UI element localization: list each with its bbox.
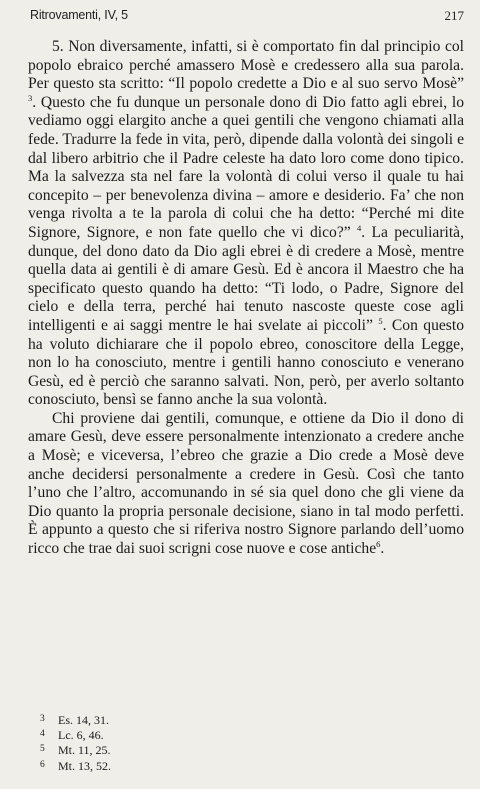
footnote-number: 5: [40, 744, 45, 755]
footnote-number: 3: [40, 714, 45, 724]
text-run: Chi proviene dai gentili, comunque, e ottiene da Dio il dono di amare Gesù, deve essere personalmente intenzionato a credere anche a Mosè; e viceversa, l’ebreo che grazie a Dio crede a Mosè deve anche decidersi personalmente a credere in Gesù. Così che tanto l’uno che l’altro, accomunando in sé sia quel dono che gli viene da Dio quanto la propria personale decisione, siano in tal modo perfetti. È appunto a questo che si riferiva nostro Signore parlando dell’uomo ricco che trae dai suoi scrigni cose nuove e cose antiche: [28, 409, 464, 558]
footnote-ref-5: 5: [378, 315, 383, 326]
footnote-ref-6: 6: [376, 538, 381, 549]
text-run: . Questo che fu dunque un personale dono di Dio fatto agli ebrei, lo vediamo oggi elargito anche a quei gentili che vengono chiamati alla fede. Tradurre la fede in vita, però, dipende dalla volontà dei singoli e dal libero arbitrio che il Padre celeste ha dato loro come dono tipico. Ma la salvezza sta nel fare la volontà di colui verso il quale tu hai concepito – per benevolenza divina – amore e desiderio. Fa’ che non venga rivolta a te la parola di colui che ha detto: “Perché mi dite Signore, Signore, e non fate quello che vi dico?”: [28, 93, 464, 241]
footnote-number: 6: [40, 759, 45, 770]
paragraph-2: [28, 410, 464, 559]
page-number: 217: [444, 8, 464, 23]
footnote-4: [40, 728, 111, 743]
footnotes: [40, 713, 111, 774]
footnote-number: 4: [40, 729, 45, 740]
footnote-reference: Mt. 13, 52.: [58, 758, 112, 773]
main-text: [28, 38, 464, 559]
text-run: . Con questo ha voluto dichiarare che il popolo ebreo, conoscitore della Legge, non lo ha conosciuto, mentre i gentili hanno conosciuto e venerano Gesù, ed è perciò che saranno salvati. Non, però, per averlo soltanto conosciuto, bensì se fanno anche la sua volontà.: [28, 316, 464, 409]
text-run: .: [380, 540, 385, 558]
paragraph-1: [28, 38, 464, 410]
text-run: 5. Non diversamente, infatti, si è comportato fin dal principio col popolo ebraico perché amassero Mosè e credessero alla sua parola. Per questo sta scritto: “Il popolo credette a Dio e al suo servo Mosè”: [28, 38, 464, 93]
footnote-ref-4: 4: [357, 222, 362, 233]
footnote-6: [40, 759, 111, 774]
footnote-5: [40, 743, 111, 758]
footnote-ref-3: 3: [28, 92, 33, 103]
footnote-reference: Mt. 11, 25.: [58, 743, 111, 758]
page-header: [30, 8, 464, 28]
text-run: . La peculiarità, dunque, del dono dato da Dio agli ebrei è di credere a Mosè, mentre quella data ai gentili è di amare Gesù. Ed è ancora il Maestro che ha specificato questo quando ha detto: “Ti lodo, o Padre, Signore del cielo e della terra, perché hai tenuto nascoste queste cose agli intelligenti e ai saggi mentre le hai svelate ai piccoli”: [28, 223, 464, 334]
running-head: Ritrovamenti, IV, 5: [30, 8, 128, 22]
footnote-3: [40, 713, 111, 728]
footnote-reference: Lc. 6, 46.: [58, 728, 104, 743]
footnote-reference: Es. 14, 31.: [58, 713, 109, 727]
